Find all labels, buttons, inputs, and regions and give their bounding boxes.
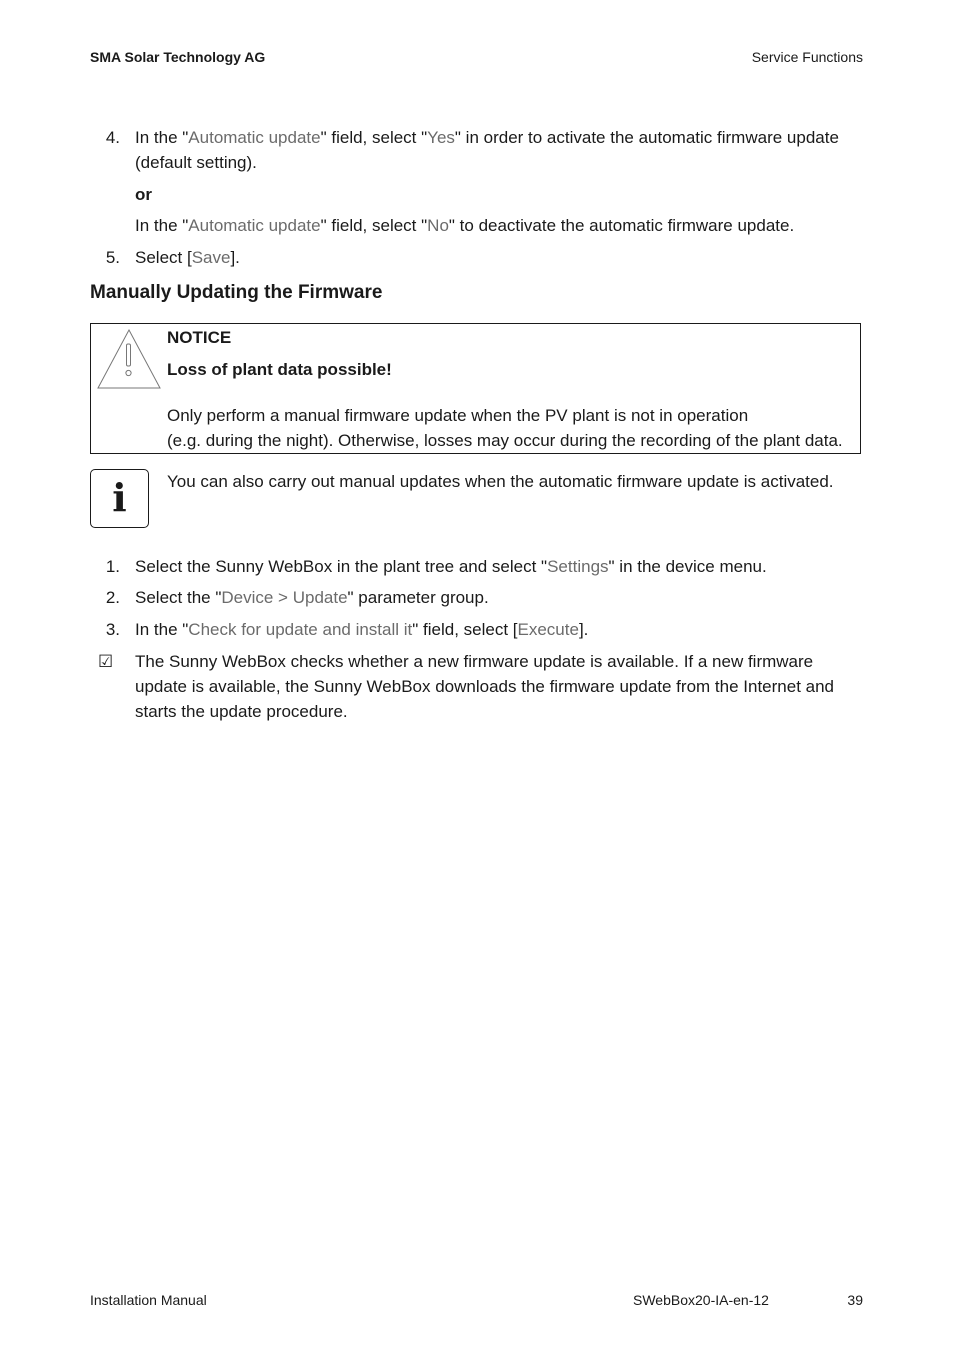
notice-text-continued: (e.g. during the night). Otherwise, losses may occur during the recording of the plant data. bbox=[167, 431, 843, 450]
checkbox-result-icon: ☑ bbox=[98, 652, 114, 671]
ui-value-yes: Yes bbox=[427, 128, 455, 147]
info-glyph: i bbox=[112, 475, 127, 520]
step-text: Select the Sunny WebBox in the plant tree and select "Settings" in the device menu. bbox=[135, 557, 767, 576]
footer-doc-code: SWebBox20-IA-en-12 bbox=[633, 1292, 769, 1308]
notice-text: Only perform a manual firmware update when the PV plant is not in operation bbox=[167, 406, 749, 425]
step-number: 5. bbox=[105, 248, 120, 267]
step-number: 3. bbox=[105, 620, 120, 639]
header-company: SMA Solar Technology AG bbox=[90, 49, 266, 65]
info-icon bbox=[90, 469, 149, 528]
section-title: Manually Updating the Firmware bbox=[90, 282, 383, 303]
step-number: 4. bbox=[105, 128, 120, 147]
result-text: The Sunny WebBox checks whether a new firmware update is available. If a new firmware bbox=[135, 652, 814, 671]
notice-label: NOTICE bbox=[167, 328, 232, 347]
ui-group-device-update: Device > Update bbox=[221, 588, 348, 607]
step-text-continued: (default setting). bbox=[135, 153, 257, 172]
step-text: In the "Check for update and install it" field, select [Execute]. bbox=[135, 620, 589, 639]
ui-button-save: Save bbox=[191, 248, 231, 267]
ui-menu-settings: Settings bbox=[547, 557, 609, 576]
warning-triangle-icon bbox=[96, 328, 162, 390]
step-number: 2. bbox=[105, 588, 120, 607]
header-section: Service Functions bbox=[751, 49, 863, 65]
info-text: You can also carry out manual updates when the automatic firmware update is activated. bbox=[167, 472, 834, 491]
result-text-continued: starts the update procedure. bbox=[135, 702, 348, 721]
result-text-continued: update is available, the Sunny WebBox downloads the firmware update from the Internet and bbox=[135, 677, 835, 696]
ui-button-execute: Execute bbox=[517, 620, 579, 639]
ui-field-automatic-update: Automatic update bbox=[188, 216, 321, 235]
footer-page-number: 39 bbox=[847, 1292, 863, 1308]
notice-headline: Loss of plant data possible! bbox=[167, 360, 392, 379]
or-label: or bbox=[135, 185, 152, 204]
step-text: In the "Automatic update" field, select "Yes" in order to activate the automatic firmware update bbox=[135, 128, 839, 147]
step-text: Select the "Device > Update" parameter group. bbox=[135, 588, 489, 607]
footer-doc-type: Installation Manual bbox=[90, 1292, 207, 1308]
step-number: 1. bbox=[105, 557, 120, 576]
alt-step-text: In the "Automatic update" field, select "No" to deactivate the automatic firmware update. bbox=[135, 216, 795, 235]
ui-field-check-update: Check for update and install it bbox=[188, 620, 413, 639]
ui-field-automatic-update: Automatic update bbox=[188, 128, 321, 147]
ui-value-no: No bbox=[427, 216, 449, 235]
step-text: Select [Save]. bbox=[135, 248, 240, 267]
